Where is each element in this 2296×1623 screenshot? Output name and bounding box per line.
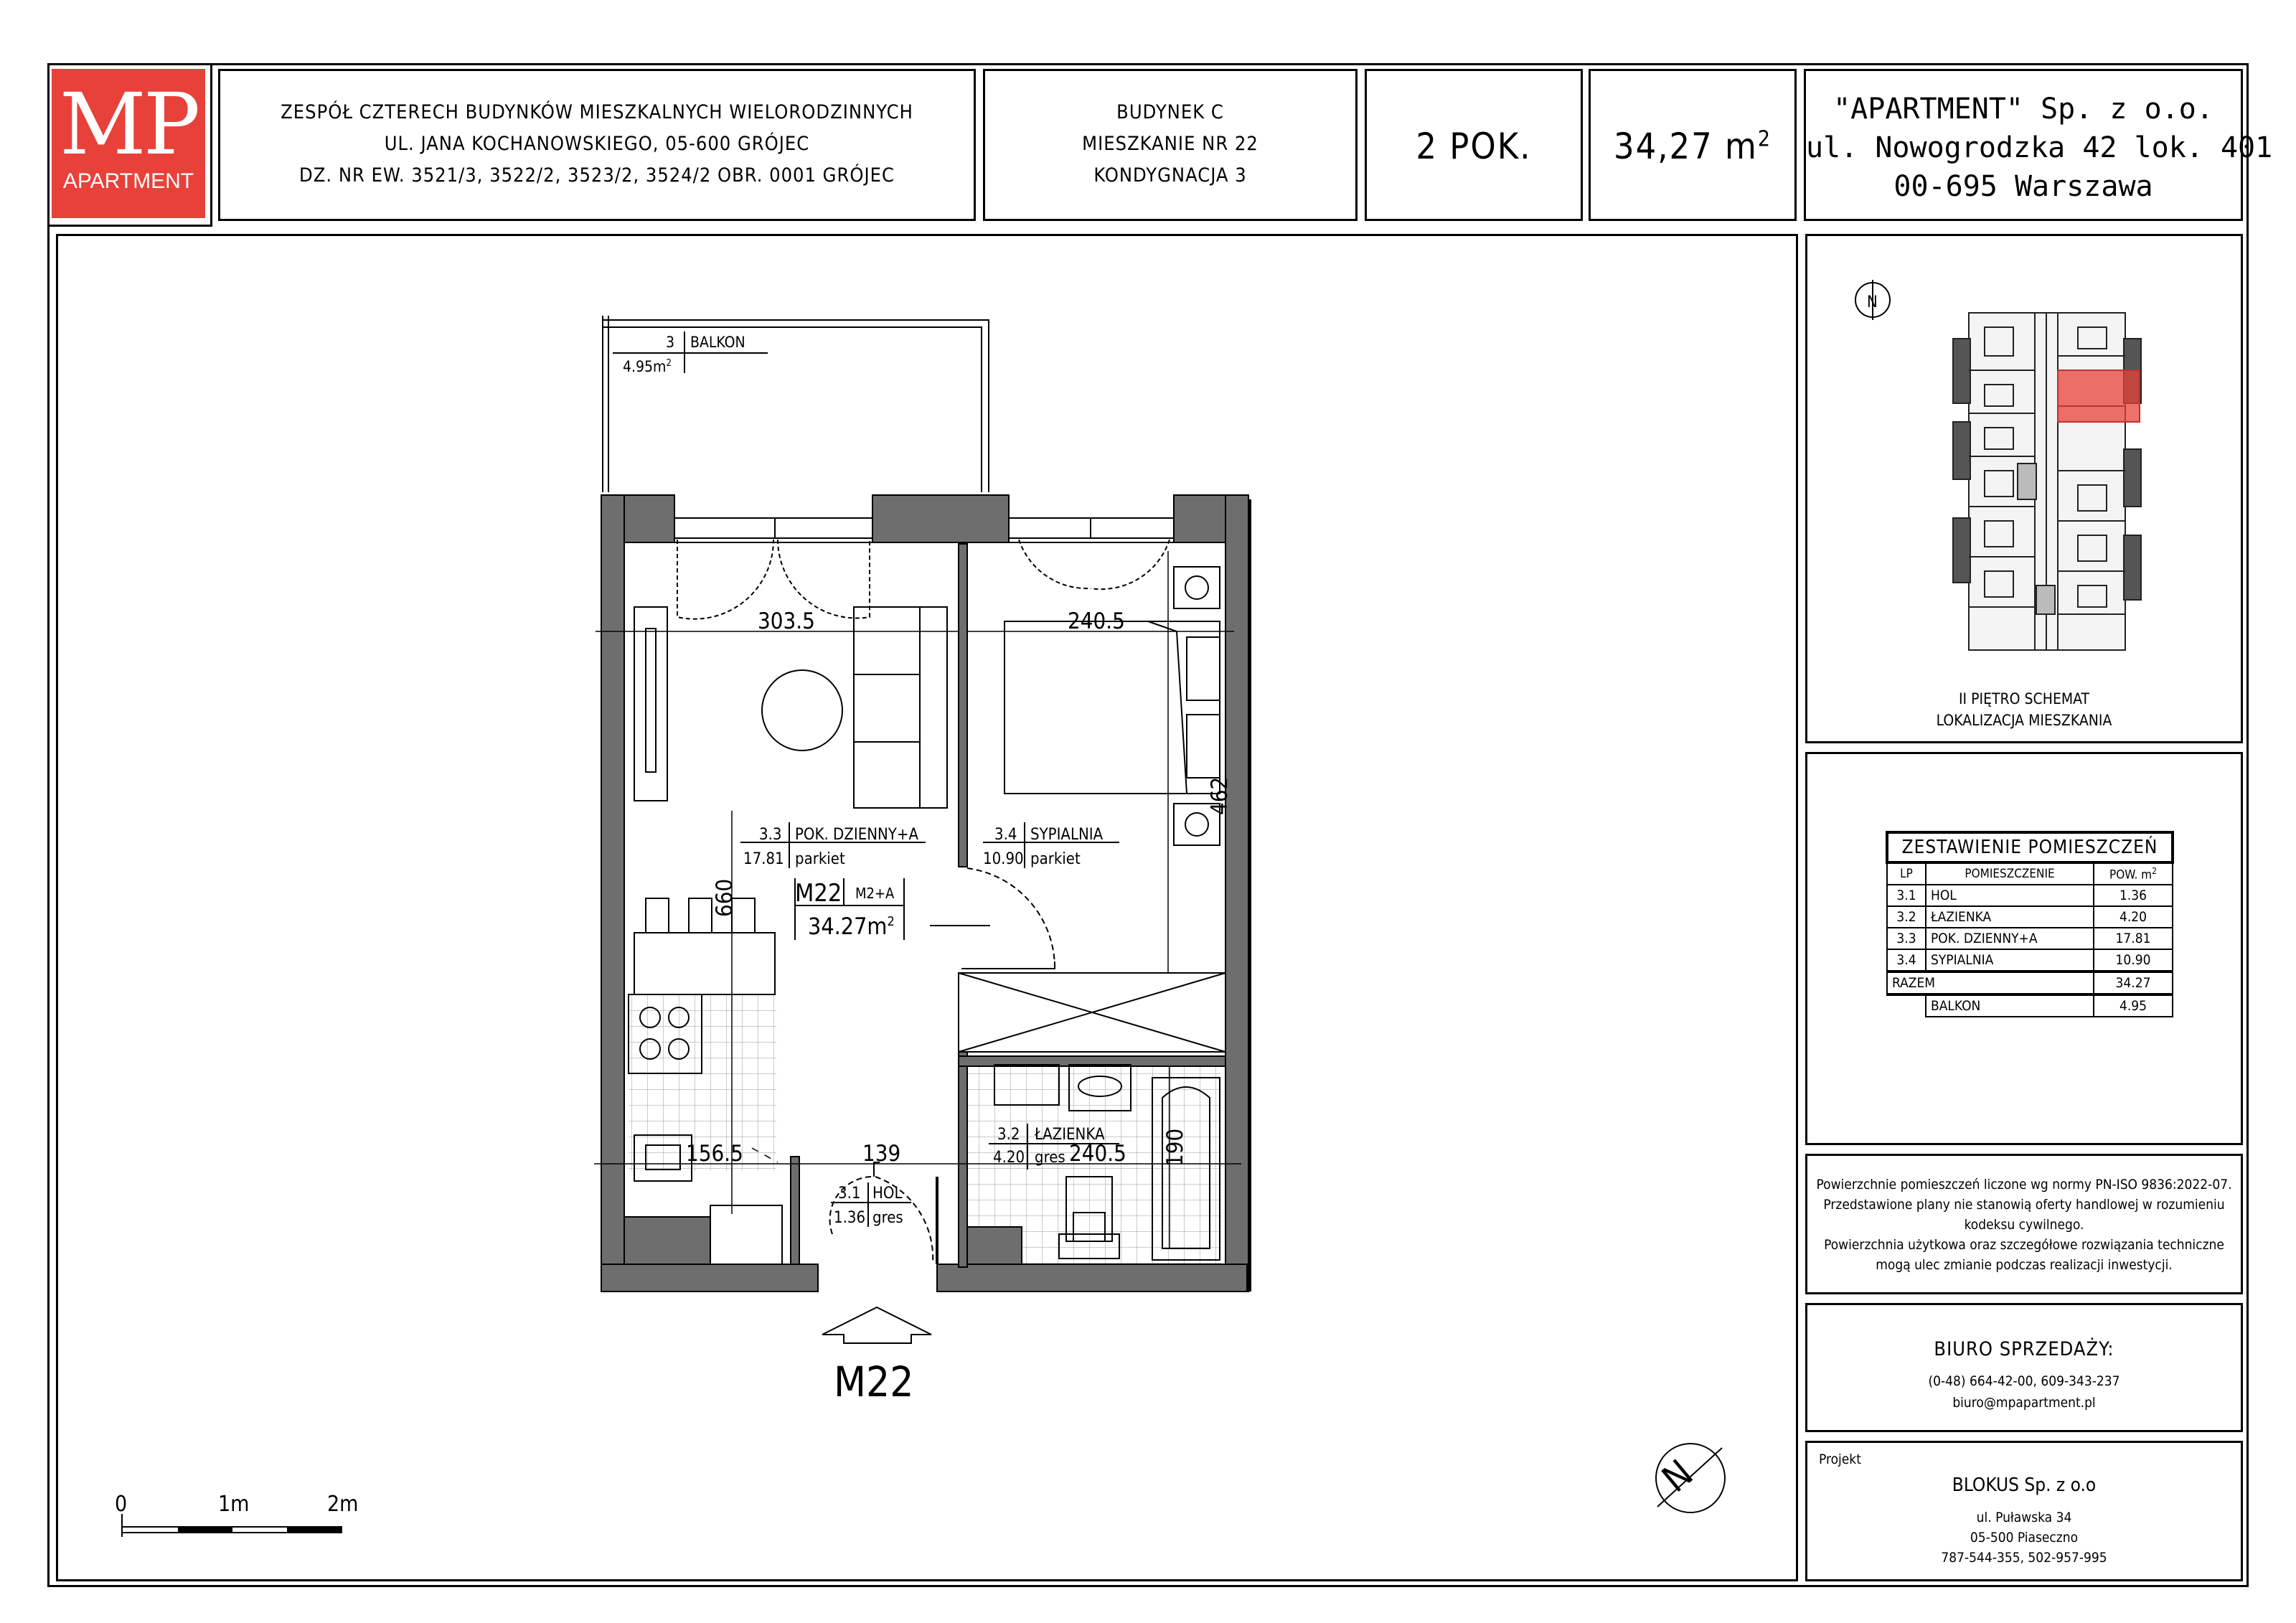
table-balcony-row (1887, 994, 2173, 1017)
scale-label-2m: 2m (327, 1492, 359, 1517)
living-floor: parkiet (795, 850, 845, 868)
tag-area (808, 913, 895, 940)
bedroom-floor: parkiet (1030, 850, 1081, 868)
bath-number: 3.2 (997, 1126, 1020, 1144)
balcony-area (623, 358, 672, 375)
col-header-area (2094, 862, 2173, 885)
compass-letter: N (1654, 1452, 1702, 1501)
design-city: 05-500 Piaseczno (1970, 1530, 2079, 1546)
hall-floor: gres (872, 1209, 903, 1227)
note-line-5: mogą ulec zmianie podczas realizacji inwestycji. (1876, 1257, 2173, 1273)
sales-email: biuro@mpapartment.pl (1952, 1395, 2096, 1411)
row-area: 17.81 (2094, 928, 2173, 949)
schema-caption-1: II PIĘTRO SCHEMAT (1958, 690, 2090, 707)
building-line: BUDYNEK C (1116, 101, 1224, 123)
balcony-number: 3 (666, 334, 675, 351)
tag-type: M2+A (855, 885, 895, 902)
note-line-4: Powierzchnia użytkowa oraz szczegółowe rozwiązania techniczne (1824, 1237, 2224, 1253)
design-label: Projekt (1819, 1452, 1861, 1467)
rooms-table-title: ZESTAWIENIE POMIESZCZEŃ (1887, 832, 2173, 862)
rooms-summary-table (1886, 831, 2174, 1017)
apartment-area-value: 34,27 m (1613, 126, 1758, 167)
balcony-area: 4.95 (2094, 994, 2173, 1017)
row-room: HOL (1926, 885, 2094, 906)
row-room: POK. DZIENNY+A (1926, 928, 2094, 949)
developer-cell (1804, 69, 2273, 221)
tag-area-value: 34.27m (808, 913, 888, 940)
design-company: BLOKUS Sp. z o.o (1952, 1474, 2097, 1496)
sales-phones: (0-48) 664-42-00, 609-343-237 (1928, 1373, 2120, 1389)
hall-area: 1.36 (834, 1209, 866, 1227)
dim-bedroom-width: 240.5 (1068, 608, 1125, 634)
schema-north-icon (1855, 280, 1890, 320)
bath-name: ŁAZIENKA (1035, 1126, 1105, 1144)
col-header-lp: LP (1887, 862, 1926, 885)
tag-area-unit: 2 (887, 914, 895, 929)
rooms-count: 2 POK. (1416, 126, 1532, 167)
project-line-1: ZESPÓŁ CZTERECH BUDYNKÓW MIESZKALNYCH WIELORODZINNYCH (281, 101, 913, 123)
scale-label-1m: 1m (218, 1492, 250, 1517)
apartment-tag (795, 878, 904, 940)
developer-address: ul. Nowogrodzka 42 lok. 401 (1806, 131, 2273, 164)
note-line-1: Powierzchnie pomieszczeń liczone wg normy PN-ISO 9836:2022-07. (1816, 1177, 2232, 1192)
bath-floor: gres (1035, 1149, 1065, 1167)
apartment-location-highlight (2058, 370, 2140, 422)
tag-code: M22 (795, 879, 842, 908)
row-lp: 3.1 (1887, 885, 1926, 906)
dim-living-width: 303.5 (758, 608, 815, 634)
col-header-area-label: POW. m (2109, 867, 2152, 883)
dim-kitchen-width: 156.5 (686, 1141, 743, 1167)
balcony (603, 316, 989, 492)
entrance-label: M22 (834, 1358, 914, 1406)
sales-office-cell (1805, 1303, 2243, 1432)
note-line-2: Przedstawione plany nie stanowią oferty handlowej w rozumieniu (1823, 1197, 2225, 1213)
row-room: SYPIALNIA (1926, 949, 2094, 972)
col-header-area-unit: 2 (2152, 865, 2157, 876)
design-street: ul. Puławska 34 (1976, 1510, 2072, 1525)
living-name: POK. DZIENNY+A (795, 826, 919, 844)
dim-bedroom-length: 462 (1207, 776, 1233, 815)
scale-bar (115, 1492, 358, 1537)
bedroom-name: SYPIALNIA (1030, 826, 1104, 844)
notes-cell (1805, 1154, 2243, 1294)
floor-line: KONDYGNACJA 3 (1093, 164, 1247, 187)
sales-title: BIURO SPRZEDAŻY: (1934, 1338, 2114, 1360)
balcony-area-unit: 2 (666, 358, 672, 369)
row-area: 4.20 (2094, 906, 2173, 928)
table-row (1887, 906, 2173, 928)
logo-mark: MP (59, 75, 198, 174)
apartment-number-line: MIESZKANIE NR 22 (1082, 133, 1258, 155)
hall-name: HOL (872, 1185, 903, 1203)
balcony-name: BALKON (690, 334, 745, 351)
balcony-area-value: 4.95m (623, 358, 667, 375)
developer-name: "APARTMENT" Sp. z o.o. (1833, 93, 2213, 126)
balcony-label: BALKON (1926, 994, 2094, 1017)
developer-city: 00-695 Warszawa (1893, 170, 2153, 203)
col-header-room: POMIESZCZENIE (1926, 862, 2094, 885)
floor-schema (1805, 234, 2243, 664)
bedroom-number: 3.4 (994, 826, 1017, 844)
note-line-3: kodeksu cywilnego. (1964, 1217, 2084, 1233)
entrance-arrow-icon (822, 1307, 931, 1343)
row-lp: 3.4 (1887, 949, 1926, 972)
row-room: ŁAZIENKA (1926, 906, 2094, 928)
schema-caption-2: LOKALIZACJA MIESZKANIA (1936, 712, 2112, 729)
bath-area: 4.20 (993, 1149, 1025, 1167)
dim-bath-length: 190 (1162, 1128, 1188, 1167)
bedroom-area: 10.90 (983, 850, 1024, 868)
total-area: 34.27 (2094, 972, 2173, 994)
apartment-area-unit: 2 (1757, 126, 1772, 152)
table-total-row (1887, 972, 2173, 994)
project-line-3: DZ. NR EW. 3521/3, 3522/2, 3523/2, 3524/2 OBR. 0001 GRÓJEC (299, 164, 895, 187)
living-area: 17.81 (743, 850, 784, 868)
scale-label-0: 0 (115, 1492, 128, 1517)
design-company-cell (1805, 1441, 2243, 1581)
schema-north-letter: N (1867, 293, 1878, 311)
row-lp: 3.3 (1887, 928, 1926, 949)
dim-bath-width: 240.5 (1069, 1141, 1126, 1167)
table-row (1887, 928, 2173, 949)
dim-hall-width: 139 (862, 1141, 901, 1167)
table-row (1887, 949, 2173, 972)
row-lp: 3.2 (1887, 906, 1926, 928)
dim-living-length: 660 (712, 878, 738, 917)
row-area: 1.36 (2094, 885, 2173, 906)
hall-number: 3.1 (838, 1185, 861, 1203)
row-area: 10.90 (2094, 949, 2173, 972)
table-row (1887, 885, 2173, 906)
total-label: RAZEM (1887, 972, 2094, 994)
project-line-2: UL. JANA KOCHANOWSKIEGO, 05-600 GRÓJEC (384, 133, 810, 155)
north-compass-icon (1655, 1444, 1725, 1513)
design-phones: 787-544-355, 502-957-995 (1941, 1550, 2107, 1566)
living-number: 3.3 (759, 826, 782, 844)
logo-subtitle: APARTMENT (62, 169, 194, 193)
